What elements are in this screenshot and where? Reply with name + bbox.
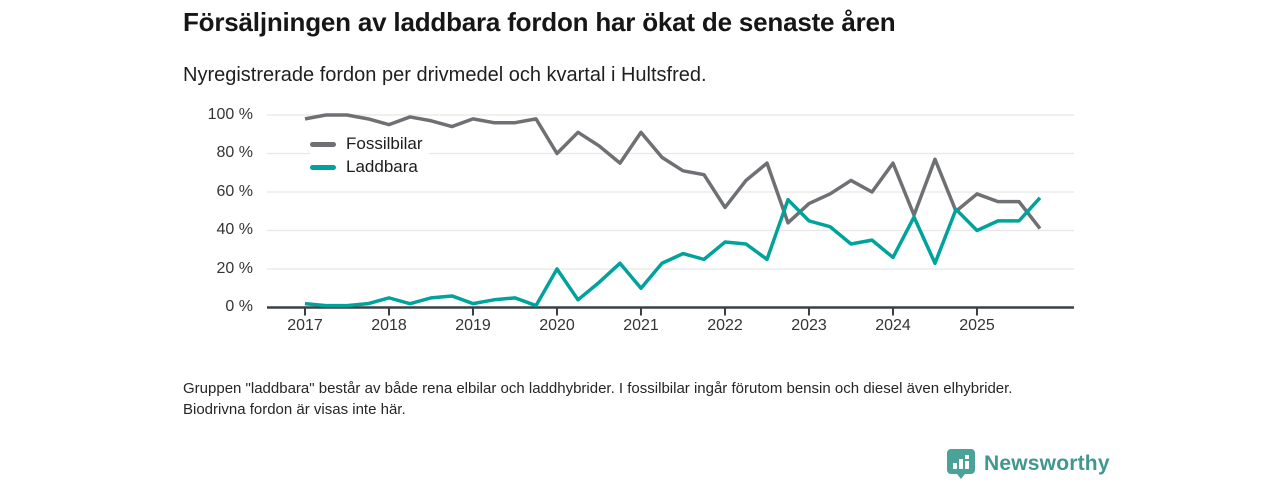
x-tick-label: 2023 [791, 317, 827, 334]
x-tick-label: 2024 [875, 317, 911, 334]
x-tick-label: 2017 [287, 317, 323, 334]
y-tick-label: 20 % [216, 260, 253, 277]
x-tick-label: 2019 [455, 317, 491, 334]
x-tick-label: 2022 [707, 317, 743, 334]
legend-swatch-gray [310, 142, 336, 147]
newsworthy-wordmark: Newsworthy [984, 452, 1110, 475]
chart-footnote: Gruppen "laddbara" består av både rena elbilar och laddhybrider. I fossilbilar ingår förutom bensin och diesel även elhybrider. Biodrivna fordon är visas inte här. [183, 380, 1013, 418]
legend-item-fossilbilar [310, 133, 429, 155]
legend-swatch-teal [310, 165, 336, 170]
newsworthy-logo [946, 448, 1110, 480]
x-tick-label: 2025 [959, 317, 995, 334]
chart-title: Försäljningen av laddbara fordon har ökat de senaste åren [183, 7, 896, 37]
legend-item-laddbara [310, 156, 424, 178]
x-tick-label: 2021 [623, 317, 659, 334]
chart-subtitle: Nyregistrerade fordon per drivmedel och kvartal i Hultsfred. [183, 64, 707, 86]
y-tick-label: 0 % [225, 298, 253, 315]
y-tick-label: 100 % [207, 106, 253, 123]
y-tick-label: 80 % [216, 144, 253, 161]
y-tick-label: 40 % [216, 221, 253, 238]
legend-label: Laddbara [346, 157, 418, 176]
x-tick-label: 2018 [371, 317, 407, 334]
x-tick-label: 2020 [539, 317, 575, 334]
y-tick-label: 60 % [216, 183, 253, 200]
newsworthy-badge-icon [946, 448, 976, 480]
legend-label: Fossilbilar [346, 134, 423, 153]
